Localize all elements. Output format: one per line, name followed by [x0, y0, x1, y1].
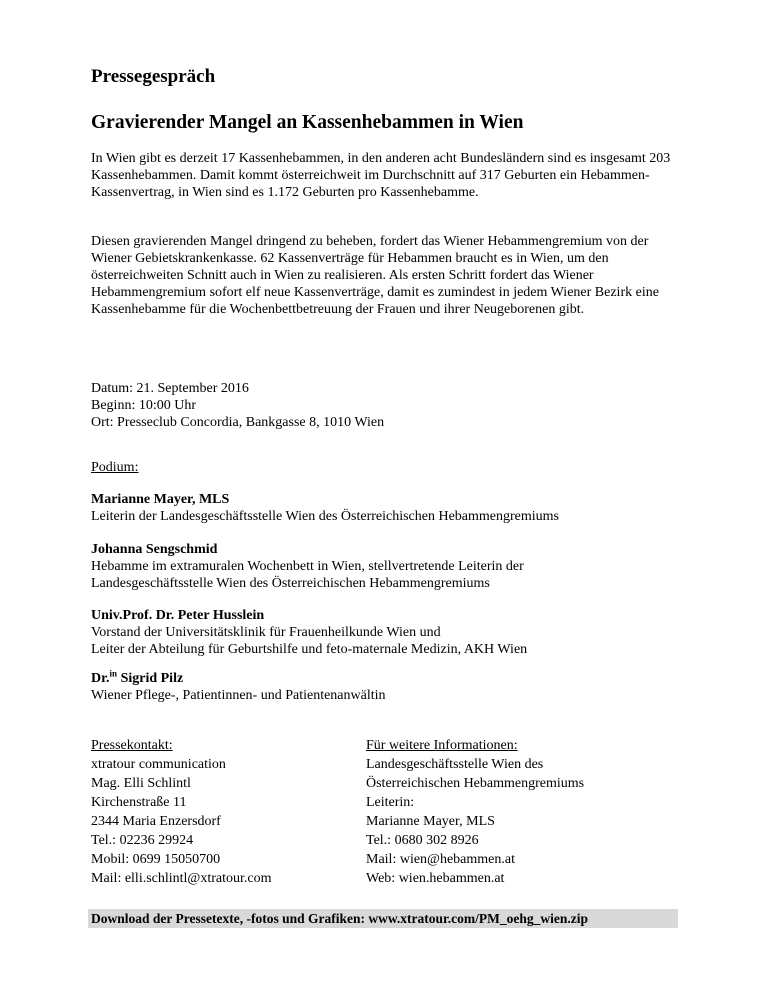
info-contact-line: Österreichischen Hebammengremiums [366, 776, 585, 791]
speaker-name-prefix: Dr. [91, 671, 110, 686]
press-contact-heading: Pressekontakt: [91, 738, 173, 753]
speaker-name-rest: Sigrid Pilz [117, 671, 184, 686]
speaker-entry [91, 491, 559, 525]
press-contact-line: xtratour communication [91, 757, 226, 772]
press-contact-line: Kirchenstraße 11 [91, 795, 187, 810]
press-contact-line: 2344 Maria Enzersdorf [91, 814, 221, 829]
press-contact [91, 736, 271, 888]
press-contact-line: Mobil: 0699 15050700 [91, 852, 221, 867]
speaker-name-superscript: in [109, 668, 118, 679]
download-bar: Download der Pressetexte, -fotos und Grafiken: www.xtratour.com/PM_oehg_wien.zip [88, 909, 678, 928]
event-start: Beginn: 10:00 Uhr [91, 398, 196, 413]
speaker-name: Univ.Prof. Dr. Peter Husslein [91, 608, 265, 623]
document-label: Pressegespräch [91, 66, 216, 87]
podium-label: Podium: [91, 460, 139, 475]
event-details [91, 380, 384, 431]
info-contact [366, 736, 584, 888]
press-contact-line: Tel.: 02236 29924 [91, 833, 194, 848]
info-contact-line: Mail: wien@hebammen.at [366, 852, 515, 867]
speaker-role: Leiterin der Landesgeschäftsstelle Wien des Österreichischen Hebammengremiums [91, 509, 560, 524]
press-contact-line: Mail: elli.schlintl@xtratour.com [91, 871, 272, 886]
speaker-role: Hebamme im extramuralen Wochenbett in Wien, stellvertretende Leiterin der [91, 559, 524, 574]
speaker-name: Marianne Mayer, MLS [91, 492, 230, 507]
info-contact-line: Web: wien.hebammen.at [366, 871, 505, 886]
speaker-name: Johanna Sengschmid [91, 542, 218, 557]
speaker-entry [91, 670, 386, 704]
info-contact-line: Leiterin: [366, 795, 415, 810]
speaker-role: Wiener Pflege-, Patientinnen- und Patientenanwältin [91, 688, 386, 703]
event-location: Ort: Presseclub Concordia, Bankgasse 8, 1010 Wien [91, 415, 385, 430]
speaker-role: Landesgeschäftsstelle Wien des Österreichischen Hebammengremiums [91, 576, 490, 591]
speaker-entry [91, 541, 524, 592]
demand-paragraph: Diesen gravierenden Mangel dringend zu beheben, fordert das Wiener Hebammengremium von der Wiener Gebietskrankenkasse. 62 Kassenverträge für Hebammen braucht es in Wien, um den österreichweiten Schnitt auch in Wien zu realisieren. Als ersten Schritt fordert das Wiener Hebammengremium sofort elf neue Kassenverträge, damit es zumindest in jedem Wiener Bezirk eine Kassenhebamme für die Wochenbettbetreuung der Frauen und ihrer Neugeborenen gibt. [91, 234, 659, 317]
speaker-entry [91, 607, 527, 658]
info-contact-heading: Für weitere Informationen: [366, 738, 518, 753]
speaker-role: Vorstand der Universitätsklinik für Frauenheilkunde Wien und [91, 625, 441, 640]
press-contact-line: Mag. Elli Schlintl [91, 776, 191, 791]
event-date: Datum: 21. September 2016 [91, 381, 249, 396]
speaker-role: Leiter der Abteilung für Geburtshilfe und feto-maternale Medizin, AKH Wien [91, 642, 528, 657]
info-contact-line: Marianne Mayer, MLS [366, 814, 495, 829]
intro-paragraph: In Wien gibt es derzeit 17 Kassenhebammen, in den anderen acht Bundesländern sind es insgesamt 203 Kassenhebammen. Damit kommt österreichweit im Durchschnitt auf 317 Geburten ein Hebammen-Kassenvertrag, in Wien sind es 1.172 Geburten pro Kassenhebamme. [91, 151, 671, 200]
info-contact-line: Tel.: 0680 302 8926 [366, 833, 479, 848]
document-title: Gravierender Mangel an Kassenhebammen in Wien [91, 112, 524, 133]
speaker-name [91, 670, 386, 687]
info-contact-line: Landesgeschäftsstelle Wien des [366, 757, 544, 772]
